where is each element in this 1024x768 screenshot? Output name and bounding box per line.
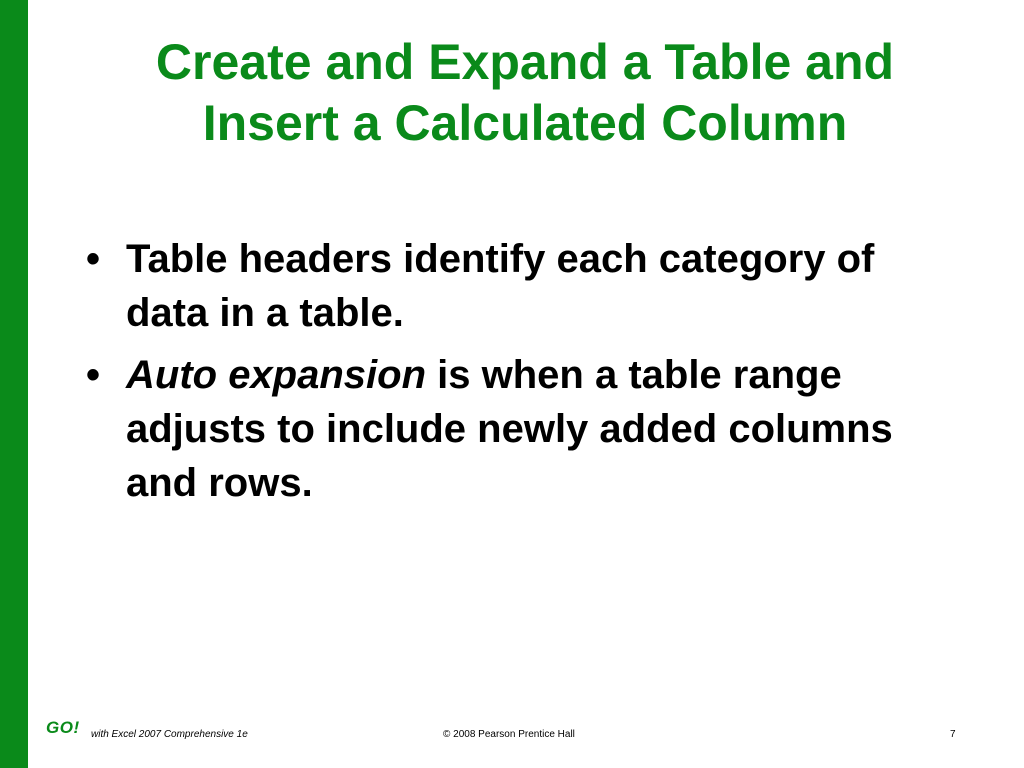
bullet-list: [86, 232, 966, 518]
bullet-item: [86, 348, 966, 510]
bullet-item: [86, 232, 966, 340]
slide-title-line-2: Insert a Calculated Column: [202, 95, 848, 151]
bullet-text: is when a table range adjusts to include newly added columns and rows.: [126, 353, 893, 505]
bullet-text: Table headers identify each category of data in a table.: [126, 237, 875, 335]
footer-page-number: 7: [950, 729, 956, 740]
slide-footer: [0, 718, 1024, 748]
bullet-dot-icon: •: [86, 237, 101, 281]
footer-course-title: with Excel 2007 Comprehensive 1e: [91, 729, 248, 740]
go-logo: GO!: [46, 718, 80, 737]
slide-title-line-1: Create and Expand a Table and: [155, 34, 895, 90]
slide-title: [60, 32, 990, 154]
footer-copyright: © 2008 Pearson Prentice Hall: [443, 729, 575, 740]
bullet-dot-icon: •: [86, 353, 101, 397]
bullet-italic-term: Auto expansion: [126, 353, 427, 397]
left-accent-bar: [0, 0, 28, 768]
